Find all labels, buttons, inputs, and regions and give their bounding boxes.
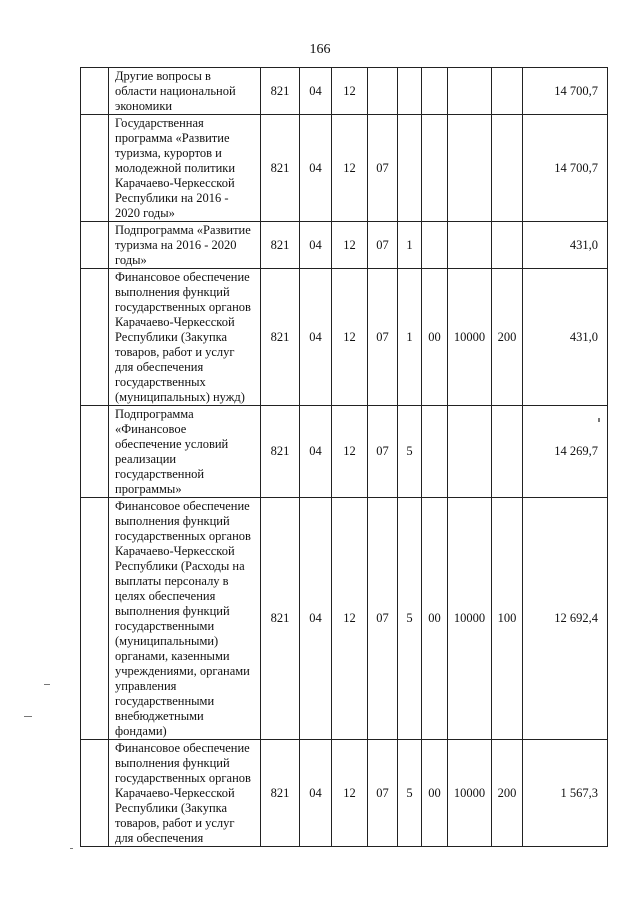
direction-code-cell [448,406,492,498]
subsection-code-cell: 12 [332,498,368,740]
description-line: Финансовое обеспечение [115,499,250,513]
row-indent-cell [81,269,109,406]
row-indent-cell [81,115,109,222]
description-line: выполнения функций [115,604,230,618]
subsection-code-cell: 12 [332,740,368,847]
row-indent-cell [81,68,109,115]
budget-table [80,67,608,847]
section-code-cell: 04 [300,498,332,740]
program-code-cell: 07 [368,222,398,269]
description-line: туризма на 2016 - 2020 [115,238,237,252]
main-event-code-cell [422,406,448,498]
amount-cell: 14 700,7 [523,115,608,222]
page-number: 166 [309,42,331,57]
description-line: годы» [115,253,147,267]
scan-artifact-mark [598,418,600,422]
row-description-cell [109,68,261,115]
expense-type-cell [492,406,523,498]
amount-cell: 431,0 [523,269,608,406]
program-code-cell [368,68,398,115]
description-line: обеспечение условий [115,437,229,451]
direction-code-cell [448,115,492,222]
description-line: государственной [115,467,205,481]
table-row [81,406,608,498]
description-line: (муниципальными) [115,634,219,648]
amount-cell: 14 269,7 [523,406,608,498]
expense-type-cell: 200 [492,269,523,406]
description-line: туризма, курортов и [115,146,222,160]
description-line: Карачаево-Черкесской [115,786,235,800]
table-row [81,269,608,406]
expense-type-cell [492,68,523,115]
program-code-cell: 07 [368,115,398,222]
description-line: Карачаево-Черкесской [115,176,235,190]
description-line: Республики на 2016 - [115,191,229,205]
main-event-code-cell: 00 [422,498,448,740]
description-line: Республики (Расходы на [115,559,245,573]
ministry-code-cell: 821 [261,115,300,222]
section-code-cell: 04 [300,406,332,498]
description-line: внебюджетными [115,709,204,723]
subprogram-code-cell: 5 [398,498,422,740]
direction-code-cell: 10000 [448,498,492,740]
subprogram-code-cell [398,68,422,115]
description-line: молодежной политики [115,161,236,175]
row-indent-cell [81,222,109,269]
row-description-cell [109,222,261,269]
subsection-code-cell: 12 [332,115,368,222]
section-code-cell: 04 [300,68,332,115]
description-line: программа «Развитие [115,131,230,145]
main-event-code-cell: 00 [422,269,448,406]
direction-code-cell: 10000 [448,269,492,406]
ministry-code-cell: 821 [261,222,300,269]
main-event-code-cell [422,115,448,222]
main-event-code-cell [422,222,448,269]
description-line: выплаты персоналу в [115,574,229,588]
description-line: Подпрограмма «Развитие [115,223,251,237]
expense-type-cell: 100 [492,498,523,740]
description-line: товаров, работ и услуг [115,345,235,359]
description-line: государственными [115,694,215,708]
description-line: государственными [115,619,215,633]
expense-type-cell [492,222,523,269]
table-row [81,68,608,115]
section-code-cell: 04 [300,222,332,269]
description-line: товаров, работ и услуг [115,816,235,830]
description-line: Другие вопросы в [115,69,211,83]
description-line: 2020 годы» [115,206,175,220]
ministry-code-cell: 821 [261,269,300,406]
budget-table-body [81,68,608,847]
program-code-cell: 07 [368,406,398,498]
program-code-cell: 07 [368,498,398,740]
description-line: экономики [115,99,173,113]
description-line: Финансовое обеспечение [115,741,250,755]
subsection-code-cell: 12 [332,68,368,115]
amount-cell: 1 567,3 [523,740,608,847]
description-line: Республики (Закупка [115,801,228,815]
scan-artifact-mark [24,716,32,717]
description-line: органами, казенными [115,649,230,663]
subprogram-code-cell [398,115,422,222]
row-description-cell [109,269,261,406]
direction-code-cell [448,222,492,269]
description-line: Финансовое обеспечение [115,270,250,284]
description-line: для обеспечения [115,360,204,374]
main-event-code-cell: 00 [422,740,448,847]
description-line: реализации [115,452,177,466]
amount-cell: 431,0 [523,222,608,269]
table-row [81,740,608,847]
description-line: государственных [115,375,206,389]
description-line: (муниципальных) нужд) [115,390,245,404]
description-line: Подпрограмма [115,407,194,421]
description-line: выполнения функций [115,756,230,770]
section-code-cell: 04 [300,115,332,222]
row-description-cell [109,740,261,847]
subprogram-code-cell: 5 [398,406,422,498]
ministry-code-cell: 821 [261,68,300,115]
description-line: государственных органов [115,771,251,785]
description-line: государственных органов [115,529,251,543]
ministry-code-cell: 821 [261,740,300,847]
direction-code-cell [448,68,492,115]
table-row [81,115,608,222]
description-line: Карачаево-Черкесской [115,315,235,329]
row-indent-cell [81,498,109,740]
scan-artifact-mark [44,684,50,685]
section-code-cell: 04 [300,740,332,847]
direction-code-cell: 10000 [448,740,492,847]
subprogram-code-cell: 1 [398,222,422,269]
ministry-code-cell: 821 [261,406,300,498]
description-line: государственных органов [115,300,251,314]
description-line: области национальной [115,84,236,98]
description-line: программы» [115,482,182,496]
main-event-code-cell [422,68,448,115]
amount-cell: 12 692,4 [523,498,608,740]
scan-artifact-mark [70,848,73,849]
subprogram-code-cell: 5 [398,740,422,847]
program-code-cell: 07 [368,269,398,406]
row-description-cell [109,406,261,498]
subprogram-code-cell: 1 [398,269,422,406]
expense-type-cell [492,115,523,222]
subsection-code-cell: 12 [332,222,368,269]
description-line: целях обеспечения [115,589,216,603]
subsection-code-cell: 12 [332,406,368,498]
row-description-cell [109,498,261,740]
description-line: управления [115,679,177,693]
subsection-code-cell: 12 [332,269,368,406]
table-row [81,222,608,269]
row-indent-cell [81,406,109,498]
section-code-cell: 04 [300,269,332,406]
description-line: выполнения функций [115,514,230,528]
table-row [81,498,608,740]
description-line: для обеспечения [115,831,204,845]
description-line: Карачаево-Черкесской [115,544,235,558]
description-line: учреждениями, органами [115,664,250,678]
ministry-code-cell: 821 [261,498,300,740]
description-line: Государственная [115,116,204,130]
row-description-cell [109,115,261,222]
program-code-cell: 07 [368,740,398,847]
expense-type-cell: 200 [492,740,523,847]
amount-cell: 14 700,7 [523,68,608,115]
description-line: фондами) [115,724,167,738]
description-line: Республики (Закупка [115,330,228,344]
description-line: «Финансовое [115,422,187,436]
row-indent-cell [81,740,109,847]
description-line: выполнения функций [115,285,230,299]
